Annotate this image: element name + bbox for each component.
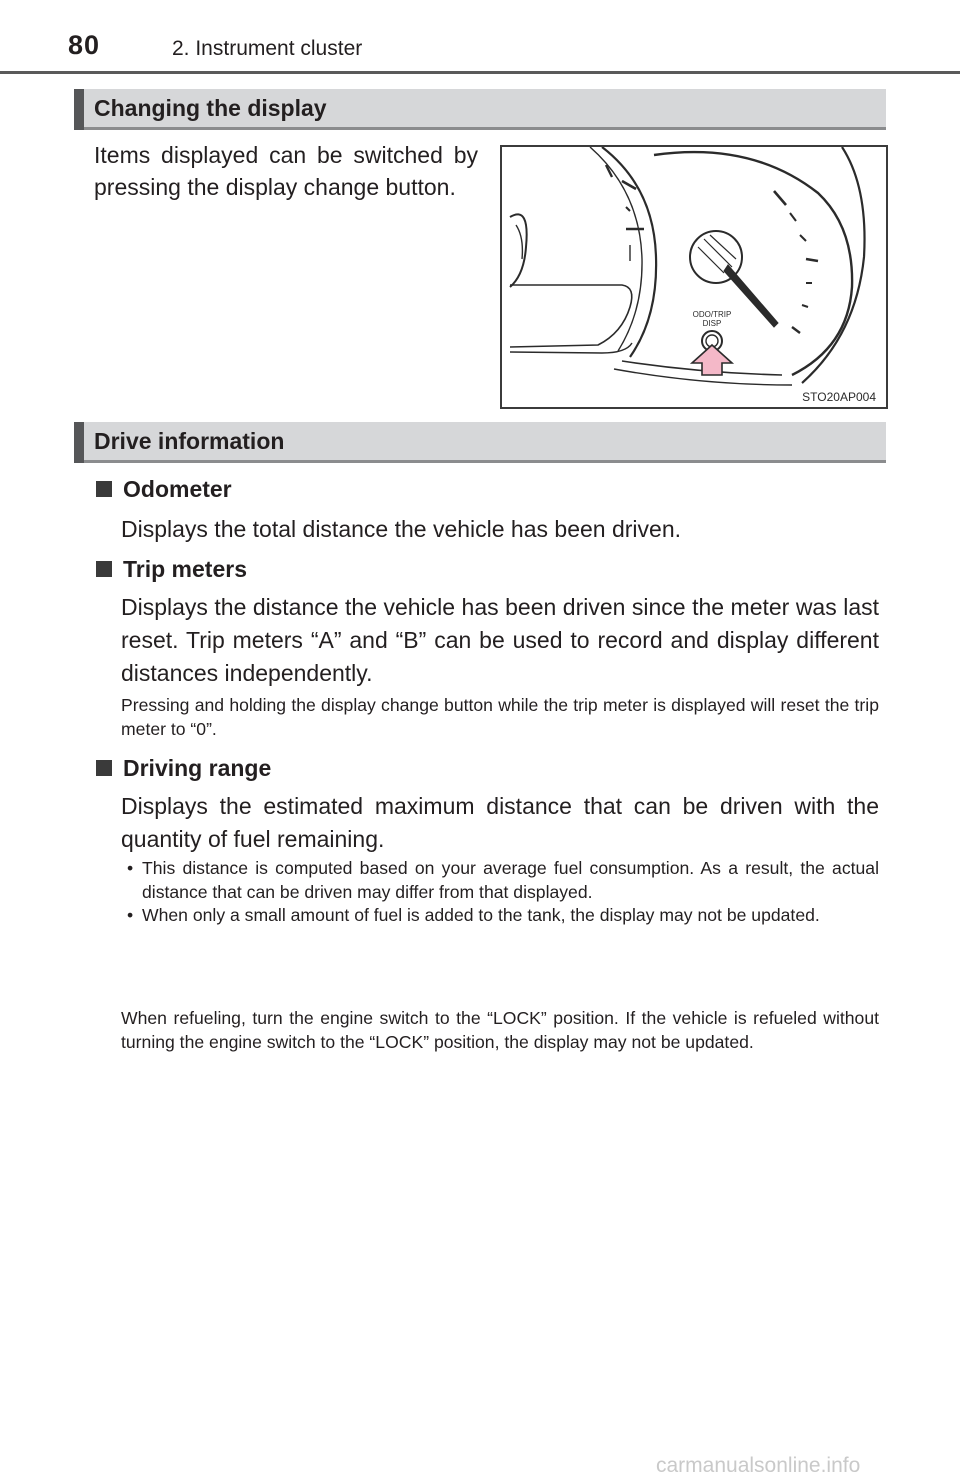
square-bullet-icon	[96, 481, 112, 497]
section-bar-accent	[74, 422, 84, 463]
list-item: • This distance is computed based on your average fuel consumption. As a result, the actual distance that can be driven may differ from that displayed.	[127, 858, 879, 902]
trip-meters-text: Displays the distance the vehicle has been driven since the meter was last reset. Trip meters “A” and “B” can be used to record and display different distances independently.	[121, 594, 879, 686]
section-bar-drive-information	[74, 422, 886, 463]
driving-range-bullets	[121, 857, 879, 928]
figure-code: STO20AP004	[802, 390, 876, 404]
square-bullet-icon	[96, 760, 112, 776]
button-label-line1: ODO/TRIP	[692, 310, 732, 319]
section-title: Changing the display	[94, 95, 327, 121]
section-title: Drive information	[94, 428, 285, 454]
watermark: carmanualsonline.info	[656, 1454, 861, 1477]
subhead-odometer: Odometer	[96, 476, 232, 503]
driving-range-text: Displays the estimated maximum distance that can be driven with the quantity of fuel remaining.	[121, 793, 879, 852]
odometer-text: Displays the total distance the vehicle has been driven.	[121, 516, 681, 542]
list-item: • When only a small amount of fuel is added to the tank, the display may not be updated.	[127, 905, 820, 925]
gauge-illustration	[502, 147, 886, 407]
trip-meters-note: Pressing and holding the display change button while the trip meter is displayed will reset the trip meter to “0”.	[121, 695, 879, 739]
header-rule	[0, 71, 960, 74]
page-header	[0, 0, 960, 74]
refueling-note: When refueling, turn the engine switch to the “LOCK” position. If the vehicle is refueled without turning the engine switch to the “LOCK” position, the display may not be updated.	[121, 1008, 879, 1052]
page-number: 80	[67, 30, 101, 60]
section-bar-changing-display	[74, 89, 886, 130]
intro-paragraph: Items displayed can be switched by pressing the display change button.	[94, 142, 478, 200]
running-head: 2. Instrument cluster	[172, 37, 363, 60]
instrument-cluster-figure	[500, 145, 888, 409]
section-bar-accent	[74, 89, 84, 130]
button-label-line2: DISP	[702, 319, 722, 328]
subhead-driving-range: Driving range	[96, 755, 271, 782]
subhead-trip-meters: Trip meters	[96, 556, 247, 583]
square-bullet-icon	[96, 561, 112, 577]
